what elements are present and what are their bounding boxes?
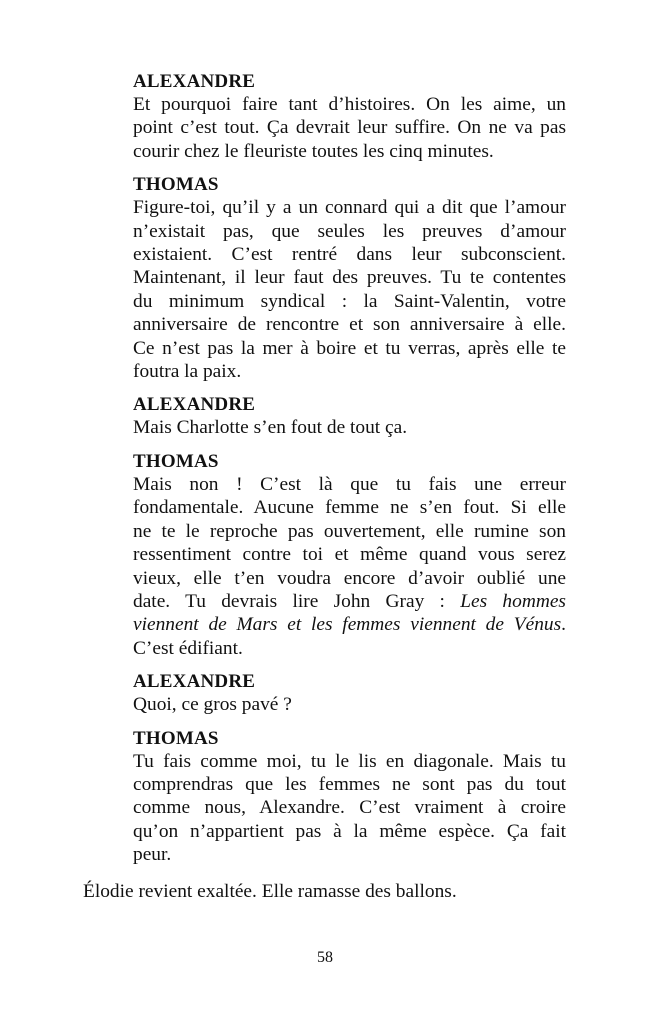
dialogue-block (133, 670, 566, 716)
speaker-name: ALEXANDRE (133, 71, 256, 92)
dialogue-block (133, 173, 566, 383)
text-line (133, 613, 566, 636)
dialogue-block (133, 393, 566, 439)
stage-direction: Élodie revient exaltée. Elle ramasse des ballons. (83, 881, 457, 902)
text-line: ne te le reproche pas ouvertement, elle rumine son (133, 520, 566, 542)
speaker-name: THOMAS (133, 450, 219, 472)
text-line: comprendras que les femmes ne sont pas du tout (133, 773, 566, 795)
text-line: du minimum syndical : la Saint-Valentin, votre (133, 290, 566, 312)
text-line: courir chez le fleuriste toutes les cinq minutes. (133, 140, 494, 162)
text-line: n’existait pas, que seules les preuves d’amour (133, 220, 566, 242)
page-number: 58 (317, 949, 333, 966)
text-line: Mais Charlotte s’en fout de tout ça. (133, 417, 408, 439)
text-line: point c’est tout. Ça devrait leur suffire. On ne va pas (133, 117, 566, 139)
text-line (133, 590, 566, 613)
text-line: existaient. C’est rentré dans leur subconscient. (133, 244, 566, 266)
book-title-italic: Les hommes (460, 590, 566, 612)
text-line: peur. (133, 844, 172, 866)
book-title-italic: viennent de Mars et les femmes viennent de Vénus (133, 614, 562, 636)
text-line: Tu fais comme moi, tu le lis en diagonale. Mais tu (133, 750, 566, 772)
text-line: vieux, elle t’en voudra encore d’avoir oublié une (133, 567, 566, 589)
speaker-name: ALEXANDRE (133, 671, 256, 693)
text-run: date. Tu devrais lire John Gray : (133, 590, 445, 612)
speaker-name: ALEXANDRE (133, 394, 256, 416)
text-line: Ce n’est pas la mer à boire et tu verras, après elle te (133, 337, 566, 359)
dialogue-block (133, 70, 566, 163)
text-line: Figure-toi, qu’il y a un connard qui a dit que l’amour (133, 197, 566, 219)
dialogue (133, 70, 566, 877)
dialogue-block (133, 727, 566, 867)
dialogue-block (133, 450, 566, 660)
text-line: C’est édifiant. (133, 637, 243, 659)
text-line: comme nous, Alexandre. C’est vraiment à croire (133, 797, 566, 819)
text-line: foutra la paix. (133, 361, 242, 383)
text-line: fondamentale. Aucune femme ne s’en fout. Si elle (133, 497, 566, 519)
text-run: . (561, 614, 566, 636)
text-line: ressentiment contre toi et même quand vous serez (133, 544, 566, 566)
text-line: Quoi, ce gros pavé ? (133, 694, 292, 716)
text-line: Et pourquoi faire tant d’histoires. On les aime, un (133, 94, 566, 115)
text-line: anniversaire de rencontre et son anniversaire à elle. (133, 314, 566, 336)
text-line: Mais non ! C’est là que tu fais une erreur (133, 473, 566, 495)
text-line: Maintenant, il leur faut des preuves. Tu te contentes (133, 267, 566, 289)
text-line: qu’on n’appartient pas à la même espèce. Ça fait (133, 820, 566, 842)
speaker-name: THOMAS (133, 727, 219, 749)
speaker-name: THOMAS (133, 174, 219, 196)
